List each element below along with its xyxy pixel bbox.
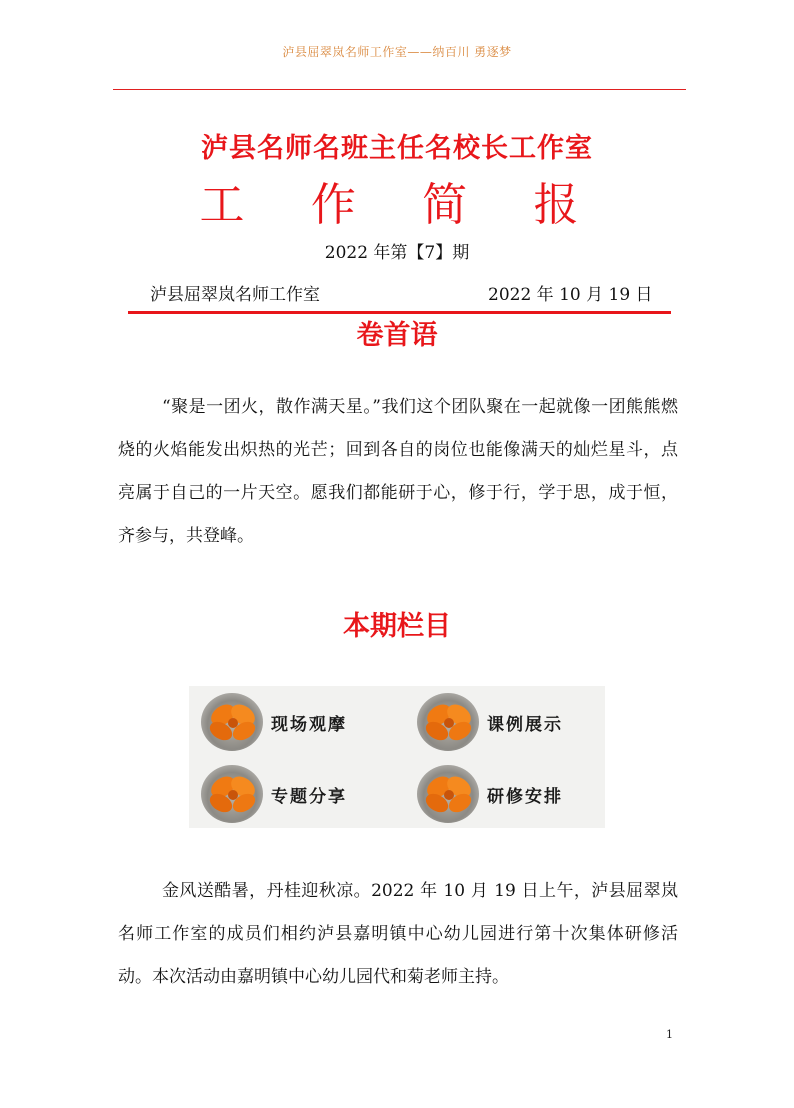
office-title: 泸县名师名班主任名校长工作室 bbox=[201, 133, 593, 164]
column-item-lesson-showcase bbox=[417, 692, 617, 752]
organization-name: 泸县屈翠岚名师工作室 bbox=[150, 285, 320, 305]
columns-menu bbox=[189, 686, 605, 828]
orange-flower-icon bbox=[417, 693, 479, 751]
column-label: 专题分享 bbox=[271, 786, 347, 807]
bulletin-title: 工 作 简 报 bbox=[199, 178, 605, 231]
orange-flower-icon bbox=[201, 765, 263, 823]
running-header: 泸县屈翠岚名师工作室——纳百川 勇逐梦 bbox=[282, 45, 512, 59]
orange-flower-icon bbox=[417, 765, 479, 823]
body-paragraph: 金风送酷暑，丹桂迎秋凉。2022 年 10 月 19 日上午，泸县屈翠岚名师工作室的成员们相约泸县嘉明镇中心幼儿园进行第十次集体研修活动。本次活动由嘉明镇中心幼儿园代和菊老师主持。 bbox=[118, 881, 678, 987]
column-label: 现场观摩 bbox=[271, 714, 347, 735]
header-divider bbox=[113, 89, 686, 90]
page-number: 1 bbox=[666, 1028, 673, 1041]
column-label: 研修安排 bbox=[487, 786, 563, 807]
publish-date: 2022 年 10 月 19 日 bbox=[488, 285, 653, 305]
preface-heading: 卷首语 bbox=[356, 320, 438, 351]
column-label: 课例展示 bbox=[487, 714, 563, 735]
issue-number: 2022 年第【7】期 bbox=[324, 243, 470, 263]
columns-heading: 本期栏目 bbox=[343, 611, 451, 642]
column-item-site-observation bbox=[201, 692, 401, 752]
preface-paragraph: “聚是一团火，散作满天星。”我们这个团队聚在一起就像一团熊熊燃烧的火焰能发出炽热的光芒；回到各自的岗位也能像满天的灿烂星斗，点亮属于自己的一片天空。愿我们都能研于心，修于行，学于思，成于恒，齐参与，共登峰。 bbox=[118, 397, 678, 546]
column-item-study-schedule bbox=[417, 764, 617, 824]
column-item-topic-sharing bbox=[201, 764, 401, 824]
orange-flower-icon bbox=[201, 693, 263, 751]
